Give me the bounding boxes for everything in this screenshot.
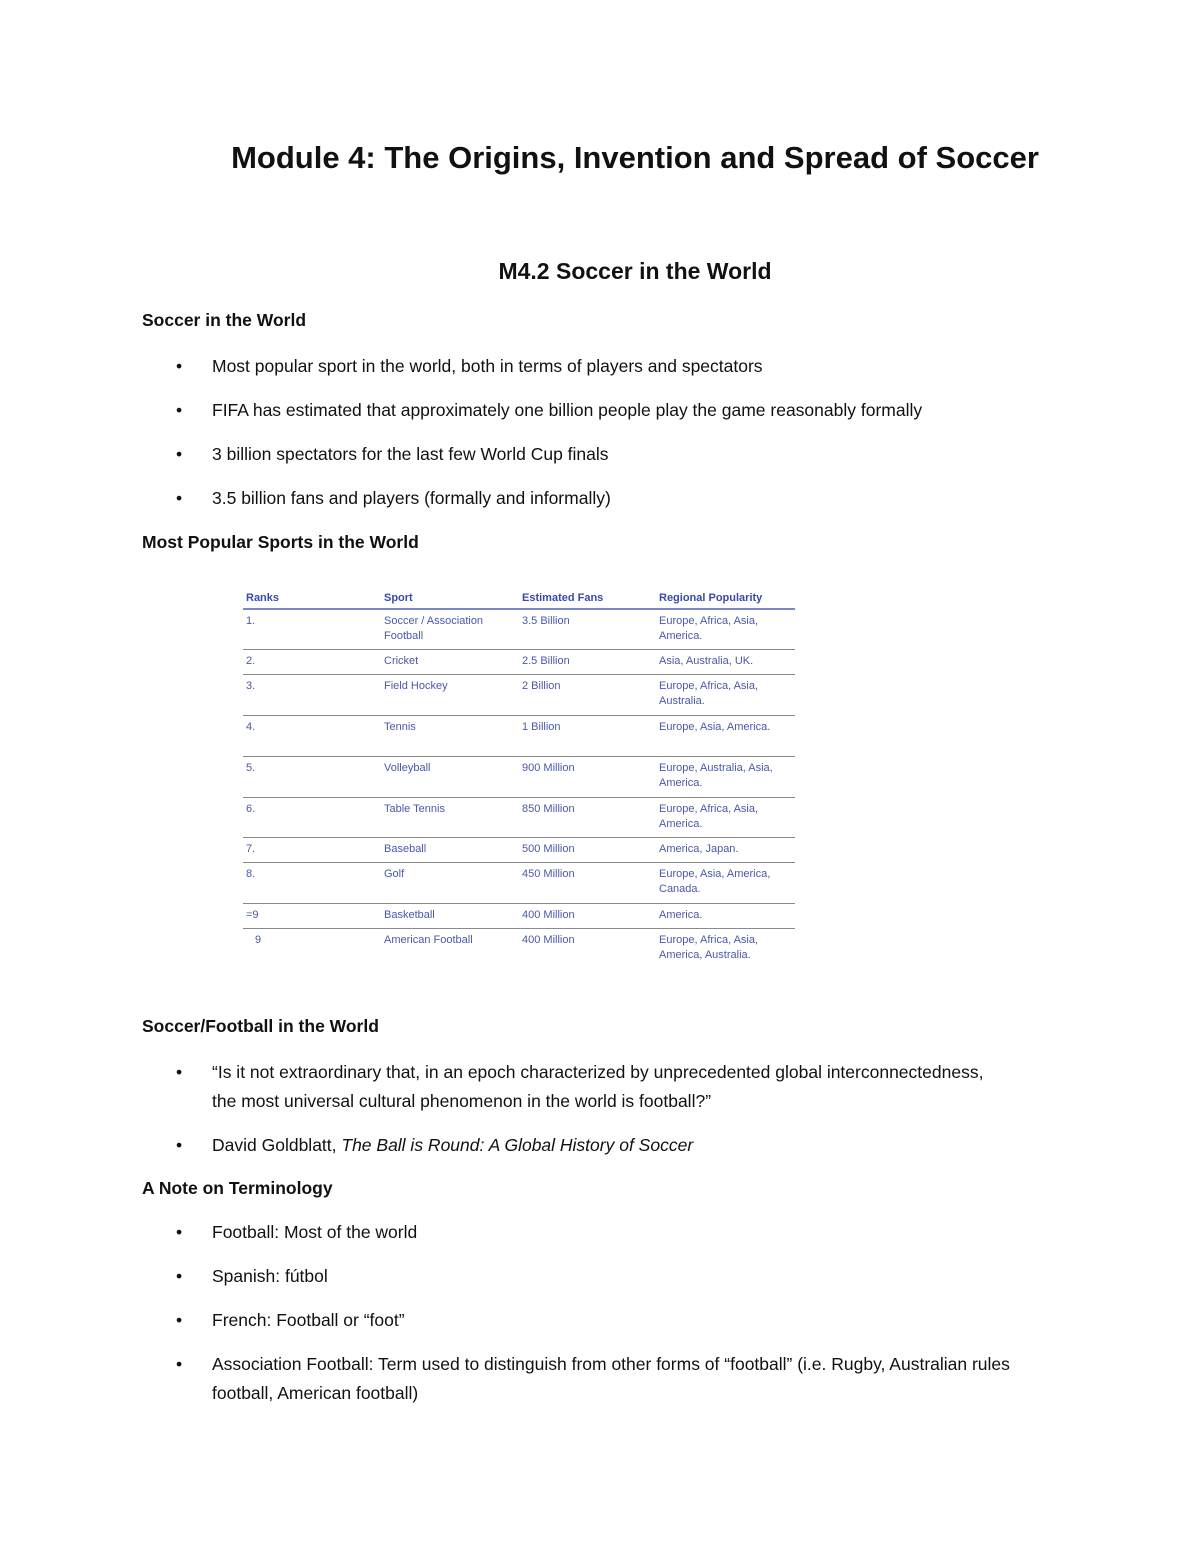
bullet-icon: •: [176, 400, 183, 420]
cell-rank: 5.: [243, 756, 381, 797]
cell-fans: 900 Million: [519, 756, 656, 797]
cell-fans: 2.5 Billion: [519, 649, 656, 674]
cell-fans: 3.5 Billion: [519, 609, 656, 649]
attribution-book-title: The Ball is Round: A Global History of Soccer: [341, 1135, 694, 1155]
cell-sport: Basketball: [381, 903, 519, 928]
cell-rank: 1.: [243, 609, 381, 649]
bullet-icon: •: [176, 488, 183, 508]
cell-fans: 850 Million: [519, 797, 656, 837]
list-item: • FIFA has estimated that approximately one billion people play the game reasonably formally: [0, 396, 1200, 425]
table-row: [243, 928, 795, 968]
bullet-icon: •: [176, 1354, 183, 1374]
table-row: [243, 837, 795, 862]
table-header-row: [243, 590, 795, 609]
section-heading-soccer-football-in-the-world: Soccer/Football in the World: [142, 1016, 379, 1036]
cell-sport: Table Tennis: [381, 797, 519, 837]
list-item: • Most popular sport in the world, both in terms of players and spectators: [0, 352, 1200, 381]
cell-region: Asia, Australia, UK.: [656, 649, 795, 674]
bullet-icon: •: [176, 356, 183, 376]
cell-region: Europe, Asia, America, Canada.: [656, 862, 795, 903]
document-title: Module 4: The Origins, Invention and Spread of Soccer: [231, 140, 1039, 175]
cell-fans: 400 Million: [522, 933, 575, 946]
cell-sport: Soccer / Association Football: [381, 609, 519, 649]
cell-region: Europe, Australia, Asia, America.: [656, 756, 795, 797]
cell-rank: 9: [255, 933, 262, 946]
bullet-icon: •: [176, 1062, 183, 1082]
column-header-ranks: Ranks: [243, 590, 381, 609]
table-row: [243, 797, 795, 837]
document-subtitle: M4.2 Soccer in the World: [498, 258, 772, 284]
column-header-regional-popularity: Regional Popularity: [656, 590, 795, 609]
cell-rank: 8.: [243, 862, 381, 903]
column-header-sport: Sport: [381, 590, 519, 609]
list-item: • Football: Most of the world: [0, 1218, 1200, 1247]
list-item: • 3 billion spectators for the last few World Cup finals: [0, 440, 1200, 469]
cell-rank: 6.: [243, 797, 381, 837]
sports-table: [243, 590, 795, 968]
cell-region: Europe, Asia, America.: [656, 715, 795, 756]
table-row: [243, 674, 795, 715]
goldblatt-quote: “Is it not extraordinary that, in an epoch characterized by unprecedented global interconnectedness, the most universal cultural phenomenon in the world is football?”: [212, 1062, 984, 1111]
table-row: [243, 862, 795, 903]
quote-attribution: [212, 1131, 1012, 1160]
cell-sport: Golf: [381, 862, 519, 903]
cell-sport: American Football: [384, 933, 473, 946]
attribution-author: David Goldblatt,: [212, 1135, 342, 1155]
list-item: • French: Football or “foot”: [0, 1306, 1200, 1335]
section-heading-note-on-terminology: A Note on Terminology: [142, 1178, 333, 1198]
cell-sport: Cricket: [381, 649, 519, 674]
cell-region: Europe, Africa, Asia, Australia.: [656, 674, 795, 715]
list-item: • Spanish: fútbol: [0, 1262, 1200, 1291]
bullet-icon: •: [176, 1266, 183, 1286]
cell-rank: 7.: [243, 837, 381, 862]
cell-sport: Baseball: [381, 837, 519, 862]
section-heading-most-popular-sports: Most Popular Sports in the World: [142, 532, 419, 552]
bullet-icon: •: [176, 444, 183, 464]
quote-list: [0, 1058, 1200, 1175]
cell-fans: 500 Million: [519, 837, 656, 862]
list-item: • 3.5 billion fans and players (formally and informally): [0, 484, 1200, 513]
table-row: [243, 649, 795, 674]
cell-region: Europe, Africa, Asia, America, Australia.: [659, 933, 759, 961]
section-heading-soccer-in-the-world: Soccer in the World: [142, 310, 307, 330]
soccer-facts-list: [0, 352, 1200, 528]
table-row: [243, 903, 795, 928]
cell-fans: 400 Million: [519, 903, 656, 928]
cell-rank: 3.: [243, 674, 381, 715]
cell-fans: 1 Billion: [519, 715, 656, 756]
cell-rank: 4.: [243, 715, 381, 756]
cell-region: Europe, Africa, Asia, America.: [656, 797, 795, 837]
cell-region: America, Japan.: [656, 837, 795, 862]
cell-rank: 2.: [243, 649, 381, 674]
bullet-icon: •: [176, 1135, 183, 1155]
bullet-icon: •: [176, 1222, 183, 1242]
cell-region: America.: [656, 903, 795, 928]
column-header-estimated-fans: Estimated Fans: [519, 590, 656, 609]
table-row: [243, 609, 795, 649]
cell-rank: =9: [243, 903, 381, 928]
cell-fans: 450 Million: [519, 862, 656, 903]
cell-sport: Tennis: [381, 715, 519, 756]
cell-fans: 2 Billion: [519, 674, 656, 715]
list-item: [0, 1058, 1200, 1116]
terminology-list: [0, 1218, 1200, 1423]
table-row: [243, 756, 795, 797]
cell-region: Europe, Africa, Asia, America.: [656, 609, 795, 649]
list-item: • Association Football: Term used to distinguish from other forms of “football” (i.e. Rugby, Australian rules football, American football): [0, 1350, 1200, 1408]
table-row: [243, 715, 795, 756]
cell-sport: Field Hockey: [381, 674, 519, 715]
list-item: [0, 1131, 1200, 1160]
cell-sport: Volleyball: [381, 756, 519, 797]
bullet-icon: •: [176, 1310, 183, 1330]
